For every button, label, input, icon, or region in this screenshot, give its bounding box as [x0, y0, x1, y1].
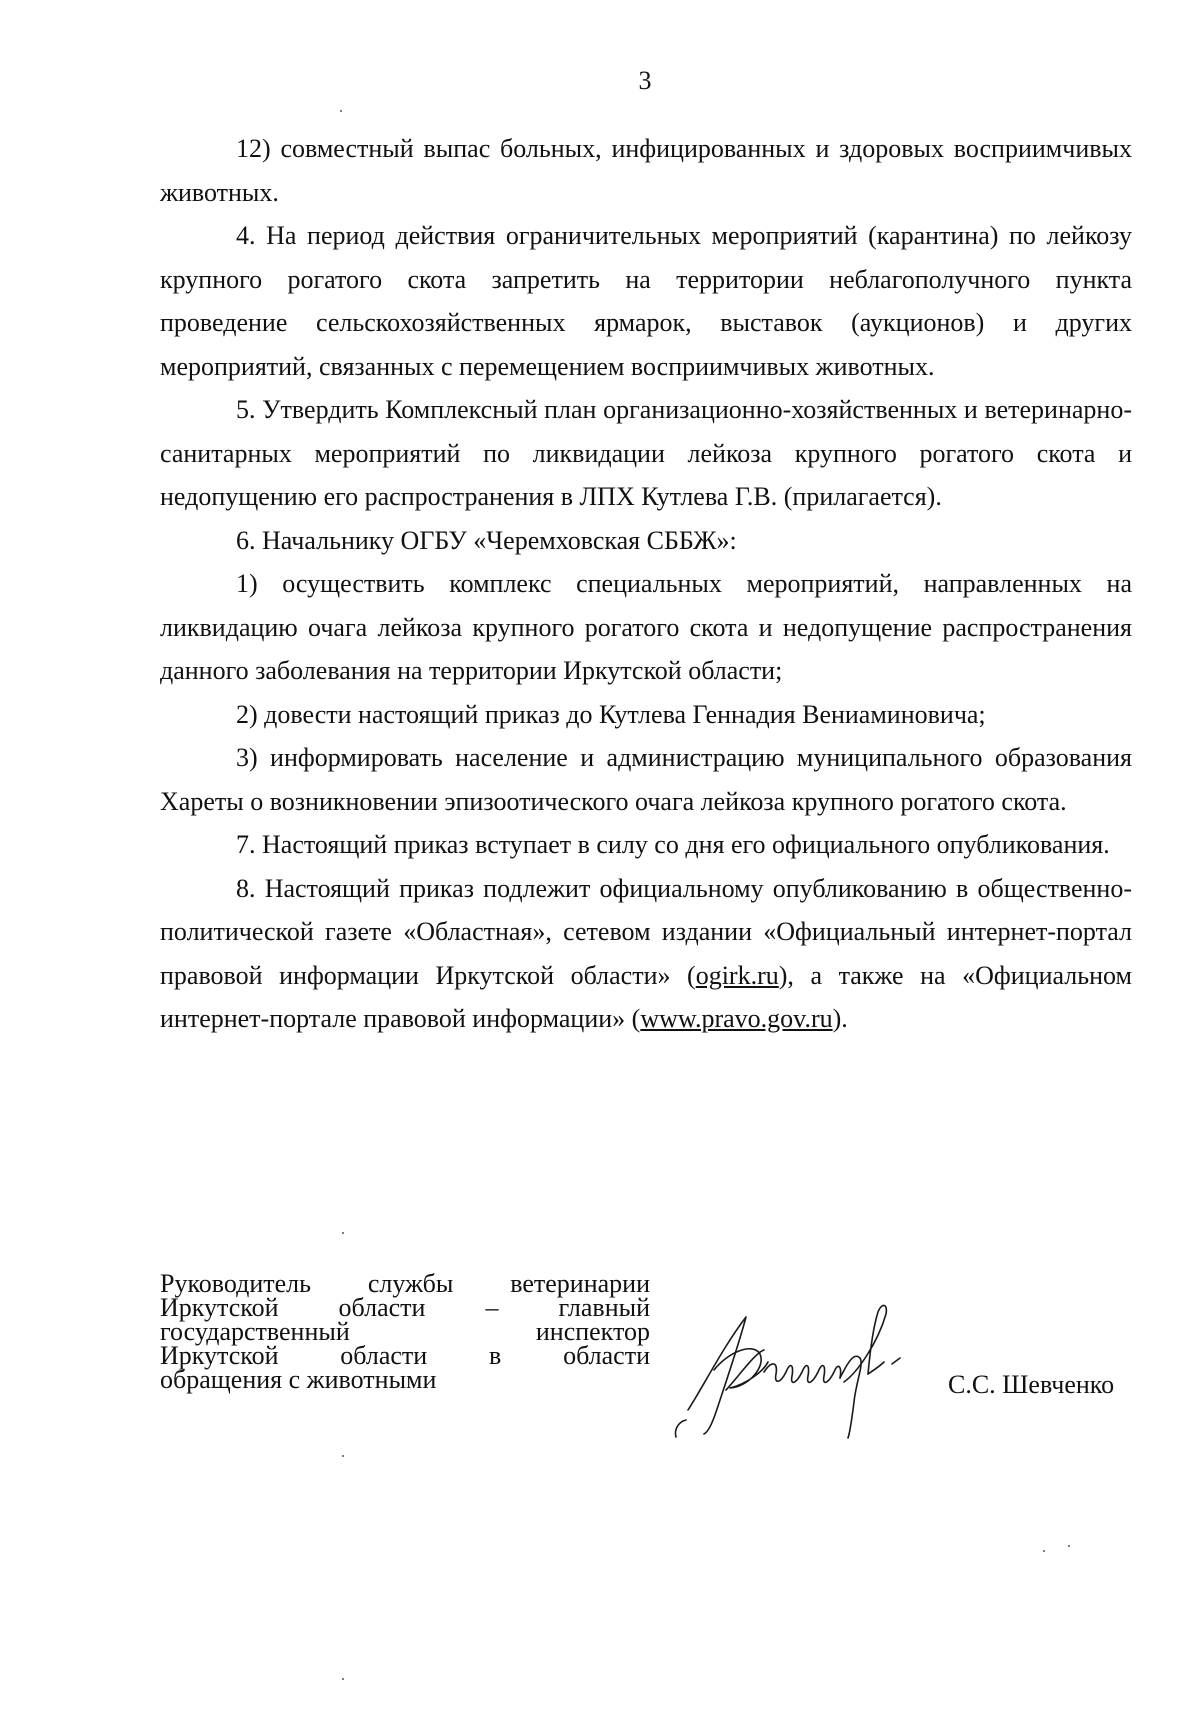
scan-speck [1068, 1545, 1070, 1547]
paragraph-6-1: 1) осуществить комплекс специальных мероприятий, направленных на ликвидацию очага лейкоза крупного рогатого скота и недопущение распространения данного заболевания на территории Иркутской области; [160, 569, 1132, 685]
scan-speck [340, 110, 342, 112]
signatory-title-line: государственный инспектор [160, 1317, 650, 1346]
document-body [160, 127, 1132, 1041]
scan-speck [1043, 1550, 1045, 1552]
paragraph-8-text-middle: ), а также на «Официальном интернет-портале правовой информации» ( [160, 960, 1132, 1033]
paragraph-6-3: 3) информировать население и администрацию муниципального образования Хареты о возникновении эпизоотического очага лейкоза крупного рогатого скота. [160, 743, 1132, 816]
signatory-title-line: Иркутской области – главный [160, 1293, 650, 1322]
handwritten-signature [668, 1292, 943, 1442]
signatory-title-line: обращения с животными [160, 1365, 437, 1394]
signer-name: С.С. Шевченко [948, 1370, 1115, 1399]
paragraph-3-12: 12) совместный выпас больных, инфицированных и здоровых восприимчивых животных. [160, 134, 1132, 207]
pravo-gov-link[interactable]: www.pravo.gov.ru [640, 1004, 833, 1033]
scan-speck [342, 1232, 344, 1234]
paragraph-8-text-before: 8. Настоящий приказ подлежит официальному опубликованию в общественно-политической газете «Областная», сетевом издании «Официальный интернет-портал правовой информации Иркутской области» ( [160, 873, 1132, 990]
paragraph-4: 4. На период действия ограничительных мероприятий (карантина) по лейкозу крупного рогатого скота запретить на территории неблагополучного пункта проведение сельскохозяйственных ярмарок, выставок (аукционов) и других мероприятий, связанных с перемещением восприимчивых животных. [160, 221, 1132, 381]
paragraph-7: 7. Настоящий приказ вступает в силу со дня его официального опубликования. [236, 830, 1110, 859]
signatory-title-line: Руководитель службы ветеринарии [160, 1269, 650, 1298]
scan-speck [342, 1678, 344, 1680]
ogirk-link[interactable]: ogirk.ru [695, 960, 779, 990]
signatory-title-line: Иркутской области в области [160, 1341, 650, 1370]
paragraph-5: 5. Утвердить Комплексный план организационно-хозяйственных и ветеринарно-санитарных мероприятий по ликвидации лейкоза крупного рогатого скота и недопущению его распространения в ЛПХ Кутлева Г.В. (прилагается). [160, 395, 1132, 511]
scan-speck [342, 1455, 344, 1457]
signatory-title [160, 1269, 650, 1394]
page-number: 3 [638, 66, 652, 95]
paragraph-6: 6. Начальнику ОГБУ «Черемховская СББЖ»: [236, 525, 737, 555]
paragraph-6-2: 2) довести настоящий приказ до Кутлева Геннадия Вениаминовича; [236, 699, 986, 729]
paragraph-8 [160, 867, 1132, 1041]
paragraph-8-text-after: ). [832, 1004, 848, 1033]
